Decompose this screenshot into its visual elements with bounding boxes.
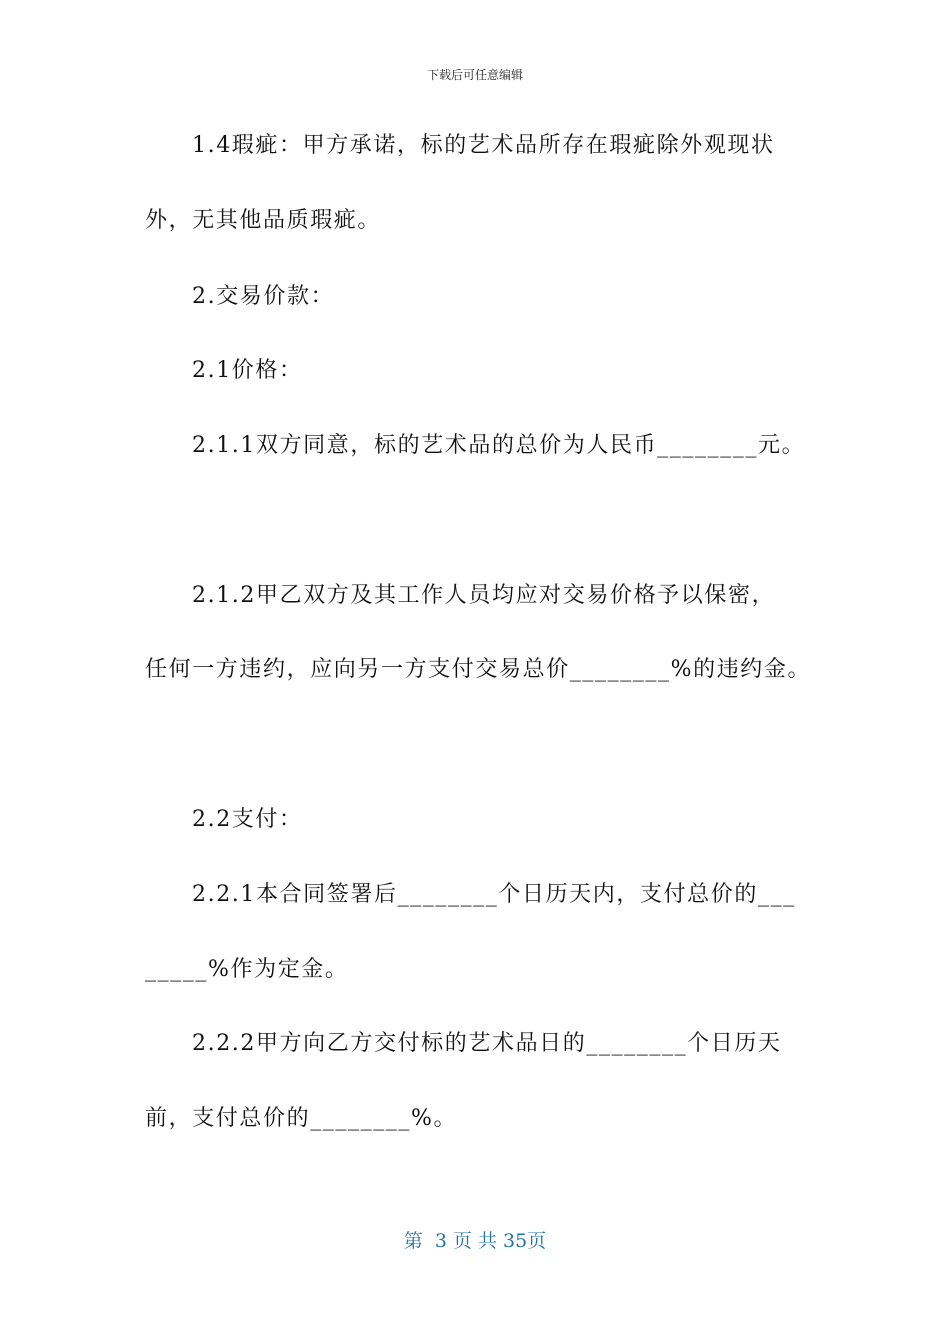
clause-1-4-line-1: 1.4瑕疵：甲方承诺，标的艺术品所存在瑕疵除外观现状: [192, 133, 775, 158]
clause-2-1-heading: 2.1价格：: [192, 358, 303, 383]
clause-2-2-1-line-2: _____%作为定金。: [145, 957, 349, 982]
clause-1-4-line-2: 外，无其他品质瑕疵。: [145, 208, 382, 233]
clause-2-1-1: 2.1.1双方同意，标的艺术品的总价为人民币________元。: [192, 433, 806, 458]
page-number: 第 3 页 共 35页: [403, 1230, 547, 1252]
clause-2-1-2-line-2: 任何一方违约，应向另一方支付交易总价________%的违约金。: [145, 657, 812, 682]
clause-2-1-2-line-1: 2.1.2甲乙双方及其工作人员均应对交易价格予以保密，: [192, 583, 776, 608]
download-note: 下载后可任意编辑: [426, 68, 523, 82]
clause-2-2-1-line-1: 2.2.1本合同签署后________个日历天内，支付总价的___: [192, 882, 796, 907]
clause-2-2-heading: 2.2支付：: [192, 807, 303, 832]
clause-2-2-2-line-1: 2.2.2甲方向乙方交付标的艺术品日的________个日历天: [192, 1031, 782, 1056]
clause-2-2-2-line-2: 前，支付总价的________%。: [145, 1106, 458, 1131]
clause-2-heading: 2.交易价款：: [192, 284, 335, 309]
